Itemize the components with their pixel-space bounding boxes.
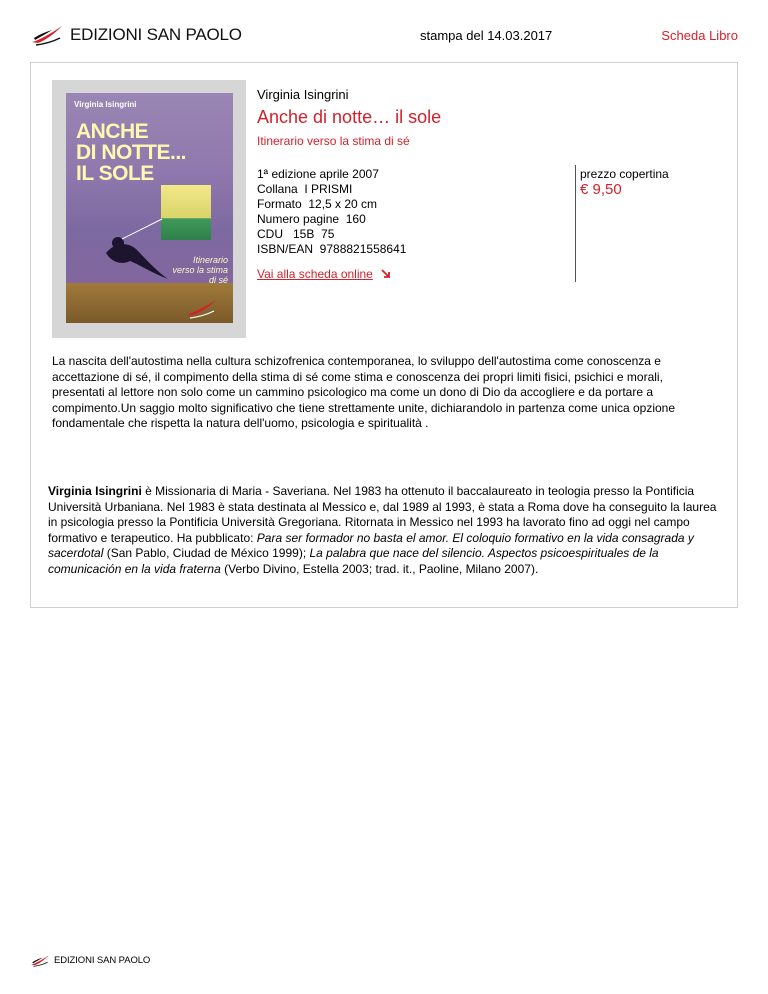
cover-title-line: IL SOLE [76, 162, 154, 185]
price-label: prezzo copertina [580, 167, 669, 181]
book-author: Virginia Isingrini [257, 87, 349, 102]
san-paolo-logo-icon [30, 24, 64, 46]
cover-title-line: ANCHE [76, 120, 149, 143]
online-sheet-link[interactable] [257, 267, 391, 281]
online-sheet-link-label: Vai alla scheda online [257, 267, 373, 281]
price-divider [575, 165, 576, 282]
book-details [257, 167, 406, 257]
cover-publisher-icon [184, 298, 220, 320]
bio-work-title: La palabra que nace del silencio. Aspectos psicoespirituales de la comunicación en la vida fraterna [48, 546, 659, 576]
footer-logo [30, 954, 150, 967]
detail-edition: 1ª edizione aprile 2007 [257, 167, 379, 181]
detail-pages: Numero pagine 160 [257, 212, 366, 226]
san-paolo-logo-icon [30, 954, 50, 967]
bio-text: (San Pablo, Ciudad de México 1999); [103, 546, 310, 560]
cover-subtitle-line: di sé [208, 275, 228, 285]
book-title: Anche di notte… il sole [257, 107, 442, 127]
book-subtitle: Itinerario verso la stima di sé [257, 134, 410, 148]
footer-brand: EDIZIONI SAN PAOLO [54, 955, 151, 966]
cover-subtitle-line: Itinerario [192, 255, 228, 265]
detail-format: Formato 12,5 x 20 cm [257, 197, 378, 211]
bio-author-name: Virginia Isingrini [48, 484, 142, 498]
print-date: stampa del 14.03.2017 [420, 28, 553, 43]
price-value: € 9,50 [580, 181, 622, 198]
cover-title [76, 121, 226, 184]
book-description: La nascita dell'autostima nella cultura schizofrenica contemporanea, lo sviluppo dell'autostima come conoscenza e accettazione di sé, il compimento della stima di sé come stima e conoscenza dei propri limiti fisici, psichici e morali, presentati al lettore non solo come un cammino psicologico ma come un dono di Dio da accogliere e da portare a compimento.Un saggio molto significativo che tiene strettamente unite, dichiarandolo in partenza come unica opzione fondamentale che rispetta la natura dell'uomo, psicologia e spiritualità . [52, 354, 676, 430]
book-cover-image [66, 93, 233, 323]
cover-author: Virginia Isingrini [74, 100, 137, 109]
detail-series: Collana I PRISMI [257, 182, 353, 196]
cover-subtitle [164, 255, 228, 285]
sheet-label: Scheda Libro [661, 28, 738, 43]
detail-isbn: ISBN/EAN 9788821558641 [257, 242, 407, 256]
detail-cdu: CDU 15B 75 [257, 227, 335, 241]
cover-title-line: DI NOTTE... [76, 141, 186, 164]
publisher-logo [30, 24, 242, 46]
bio-work-title: Para ser formador no basta el amor. El coloquio formativo en la vida consagrada y sacerdotal [48, 530, 694, 560]
brand-name: EDIZIONI SAN PAOLO [70, 25, 242, 44]
bio-text: (Verbo Divino, Estella 2003; trad. it., Paoline, Milano 2007). [220, 561, 539, 576]
cover-subtitle-line: verso la stima [172, 265, 228, 275]
bio-text: è Missionaria di Maria - Saveriana. Nel 1983 ha ottenuto il baccalaureato in teologia presso la Pontificia Università Urbaniana. Nel 1983 è stata destinata al Messico e, dal 1989 al 1993, è stata a Roma dove ha conseguito la laurea in psicologia presso la Pontificia Università Gregoriana. Ritornata in Messico nel 1993 ha lavorato fino ad oggi nel campo formativo e terapeutico. Ha pubblicato: [48, 484, 717, 545]
author-bio [48, 484, 724, 577]
arrow-down-right-icon [381, 269, 391, 279]
